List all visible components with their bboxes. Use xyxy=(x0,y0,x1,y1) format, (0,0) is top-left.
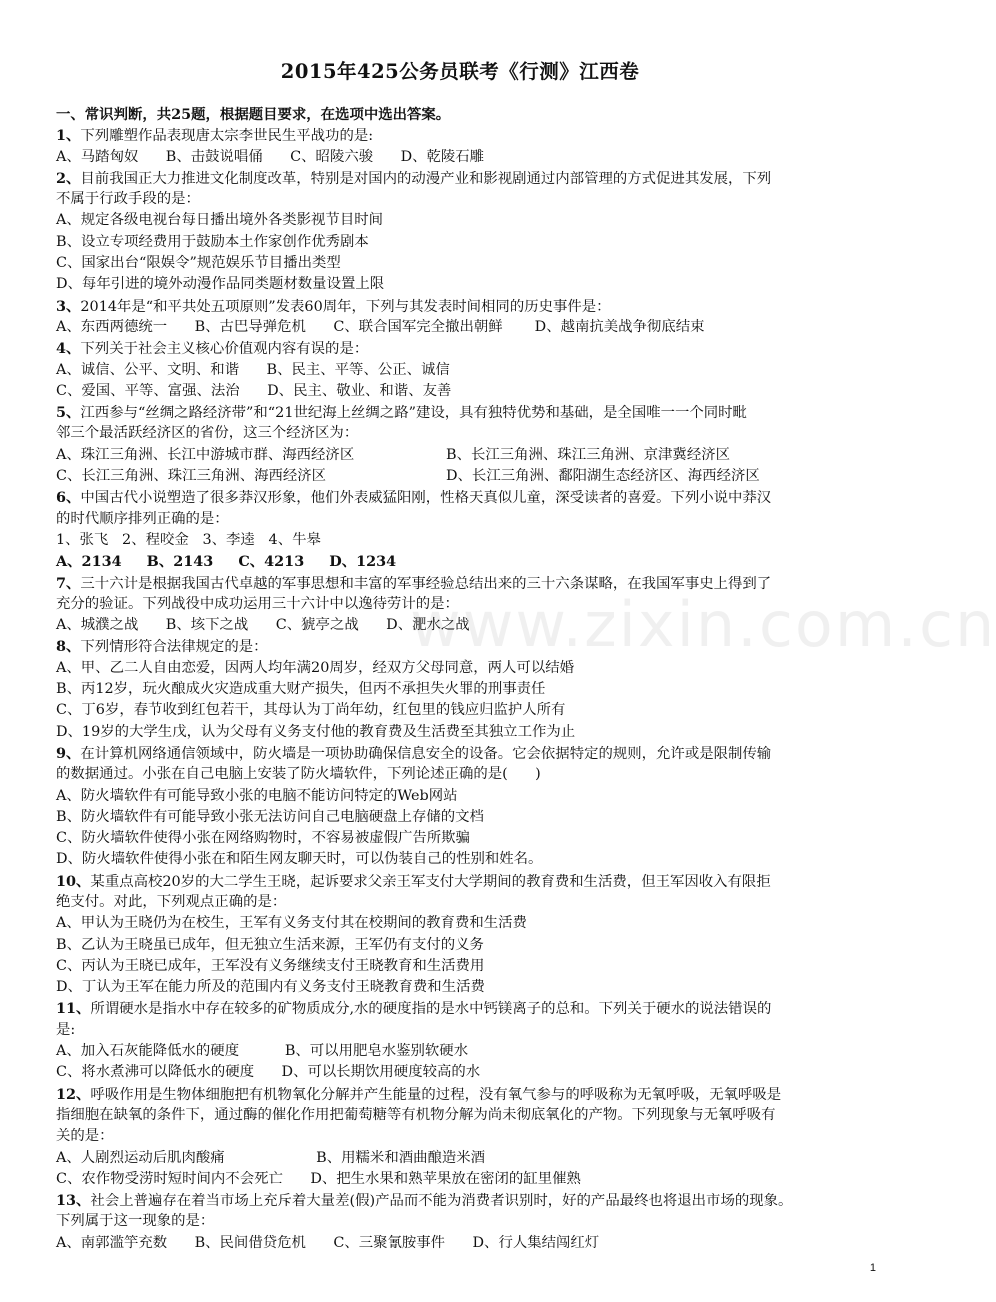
question-number: 1、 xyxy=(56,127,81,145)
option-a: A、甲、乙二人自由恋爱，因两人均年满20周岁，经双方父母同意，两人可以结婚 xyxy=(56,659,574,676)
question-stem-continued: 关的是： xyxy=(56,1128,114,1145)
question-number: 9、 xyxy=(56,744,81,762)
option-a: A、甲认为王晓仍为在校生，王军有义务支付其在校期间的教育费和生活费 xyxy=(56,915,527,932)
question-number: 4、 xyxy=(56,340,81,358)
question-stem: 某重点高校20岁的大二学生王晓，起诉要求父亲王军支付大学期间的教育费和生活费，但王军因收入有限拒 xyxy=(90,873,771,890)
question-5 xyxy=(56,402,868,423)
question-9 xyxy=(56,743,868,764)
question-stem: 下列情形符合法律规定的是： xyxy=(80,639,268,656)
options-line: C、农作物受涝时短时间内不会死亡 D、把生水果和熟苹果放在密闭的缸里催熟 xyxy=(56,1170,581,1187)
question-number: 10、 xyxy=(56,872,91,890)
question-stem: 下列关于社会主义核心价值观内容有误的是： xyxy=(80,341,369,358)
options-line: A、加入石灰能降低水的硬度 B、可以用肥皂水鉴别软硬水 xyxy=(56,1043,469,1060)
question-number: 7、 xyxy=(56,574,81,592)
question-stem: 江西参与“丝绸之路经济带”和“21世纪海上丝绸之路”建设，具有独特优势和基础，是全国唯一一个同时毗 xyxy=(80,405,747,422)
question-3 xyxy=(56,296,868,317)
options-line: C、将水煮沸可以降低水的硬度 D、可以长期饮用硬度较高的水 xyxy=(56,1064,481,1081)
option-a: A、规定各级电视台每日播出境外各类影视节目时间 xyxy=(56,212,383,229)
option-b: B、防火墙软件有可能导致小张无法访问自己电脑硬盘上存储的文档 xyxy=(56,808,484,825)
question-7 xyxy=(56,573,868,594)
question-stem: 中国古代小说塑造了很多莽汉形象，他们外表威猛阳刚，性格天真似儿童，深受读者的喜爱。下列小说中莽汉 xyxy=(80,490,772,507)
section-heading: 一、常识判断，共25题，根据题目要求，在选项中选出答案。 xyxy=(56,106,451,123)
question-number: 2、 xyxy=(56,169,81,187)
question-stem-continued: 指细胞在缺氧的条件下，通过酶的催化作用把葡萄糖等有机物分解为尚未彻底氧化的产物。下列现象与无氧呼吸有 xyxy=(56,1106,776,1123)
option-b: B、长江三角洲、珠江三角洲、京津冀经济区 xyxy=(446,446,730,463)
option-b: B、乙认为王晓虽已成年，但无独立生活来源，王军仍有支付的义务 xyxy=(56,936,484,953)
options-row xyxy=(56,466,868,487)
options-line: A、2134 B、2143 C、4213 D、1234 xyxy=(56,553,397,571)
question-stem: 三十六计是根据我国古代卓越的军事思想和丰富的军事经验总结出来的三十六条谋略，在我国军事史上得到了 xyxy=(80,575,772,592)
question-stem: 在计算机网络通信领域中，防火墙是一项协助确保信息安全的设备。它会依据特定的规则，允许或是限制传输 xyxy=(80,745,772,762)
options-line: A、诚信、公平、文明、和谐 B、民主、平等、公正、诚信 xyxy=(56,361,450,378)
question-stem: 社会上普遍存在着当市场上充斥着大量差(假)产品而不能为消费者识别时，好的产品最终也将退出市场的现象。 xyxy=(90,1193,793,1210)
question-12 xyxy=(56,1084,868,1105)
question-stem: 2014年是“和平共处五项原则”发表60周年，下列与其发表时间相同的历史事件是： xyxy=(80,298,611,315)
question-8 xyxy=(56,636,868,657)
option-a: A、防火墙软件有可能导致小张的电脑不能访问特定的Web网站 xyxy=(56,787,458,804)
options-line: A、东西两德统一 B、古巴导弹危机 C、联合国军完全撤出朝鲜 D、越南抗美战争彻底结束 xyxy=(56,318,705,335)
option-b: B、设立专项经费用于鼓励本土作家创作优秀剧本 xyxy=(56,233,369,250)
document-title: 2015年425公务员联考《行测》江西卷 xyxy=(280,60,640,83)
option-d: D、丁认为王军在能力所及的范围内有义务支付王晓教育费和生活费 xyxy=(56,979,485,996)
option-c: C、防火墙软件使得小张在网络购物时，不容易被虚假广告所欺骗 xyxy=(56,830,470,847)
option-d: D、长江三角洲、鄱阳湖生态经济区、海西经济区 xyxy=(446,468,760,485)
question-1 xyxy=(56,125,868,146)
question-stem-continued: 的时代顺序排列正确的是： xyxy=(56,510,229,527)
option-c: C、长江三角洲、珠江三角洲、海西经济区 xyxy=(56,468,327,485)
option-c: C、丁6岁，春节收到红包若干，其母认为丁尚年幼，红包里的钱应归监护人所有 xyxy=(56,702,566,719)
question-number: 8、 xyxy=(56,638,81,656)
question-stem-continued: 绝支付。对此，下列观点正确的是： xyxy=(56,893,287,910)
options-row xyxy=(56,445,868,466)
question-stem-continued: 不属于行政手段的是： xyxy=(56,191,200,208)
question-6 xyxy=(56,487,868,508)
question-4 xyxy=(56,338,868,359)
option-d: D、防火墙软件使得小张在和陌生网友聊天时，可以伪装自己的性别和姓名。 xyxy=(56,851,543,868)
option-d: D、每年引进的境外动漫作品同类题材数量设置上限 xyxy=(56,276,385,293)
options-line: A、马踏匈奴 B、击鼓说唱俑 C、昭陵六骏 D、乾陵石雕 xyxy=(56,148,485,165)
items-line: 1、张飞 2、程咬金 3、李逵 4、牛皋 xyxy=(56,531,321,548)
watermark: www.zixin.com.cn xyxy=(410,588,996,661)
options-line: C、爱国、平等、富强、法治 D、民主、敬业、和谐、友善 xyxy=(56,382,452,399)
option-c: C、丙认为王晓已成年，王军没有义务继续支付王晓教育和生活费用 xyxy=(56,957,485,974)
question-number: 6、 xyxy=(56,489,81,507)
question-11 xyxy=(56,998,868,1019)
question-stem-continued: 是: xyxy=(56,1021,76,1038)
options-line: A、人剧烈运动后肌肉酸痛 B、用糯米和酒曲酿造米酒 xyxy=(56,1149,486,1166)
question-number: 5、 xyxy=(56,404,81,422)
question-stem-continued: 邻三个最活跃经济区的省份，这三个经济区为： xyxy=(56,425,359,442)
question-number: 11、 xyxy=(56,1000,91,1018)
question-13 xyxy=(56,1190,868,1211)
option-b: B、丙12岁，玩火酿成火灾造成重大财产损失，但丙不承担失火罪的刑事责任 xyxy=(56,681,546,698)
question-stem: 目前我国正大力推进文化制度改革，特别是对国内的动漫产业和影视剧通过内部管理的方式促进其发展，下列 xyxy=(80,170,772,187)
question-stem: 呼吸作用是生物体细胞把有机物氧化分解并产生能量的过程，没有氧气参与的呼吸称为无氧呼吸，无氧呼吸是 xyxy=(90,1086,782,1103)
question-2 xyxy=(56,168,868,189)
option-d: D、19岁的大学生戊，认为父母有义务支付他的教育费及生活费至其独立工作为止 xyxy=(56,723,576,740)
question-stem: 下列雕塑作品表现唐太宗李世民生平战功的是: xyxy=(80,128,374,145)
options-line: A、城濮之战 B、垓下之战 C、猇亭之战 D、淝水之战 xyxy=(56,617,470,634)
question-list xyxy=(56,104,868,1254)
question-number: 12、 xyxy=(56,1085,91,1103)
option-c: C、国家出台“限娱令”规范娱乐节目播出类型 xyxy=(56,255,341,272)
question-10 xyxy=(56,871,868,892)
question-stem-continued: 下列属于这一现象的是： xyxy=(56,1213,215,1230)
question-stem-continued: 的数据通过。小张在自己电脑上安装了防火墙软件，下列论述正确的是( ) xyxy=(56,766,541,783)
question-stem-continued: 充分的验证。下列战役中成功运用三十六计中以逸待劳计的是： xyxy=(56,595,459,612)
options-line: A、南郭滥竽充数 B、民间借贷危机 C、三聚氰胺事件 D、行人集结闯红灯 xyxy=(56,1234,600,1251)
question-stem: 所谓硬水是指水中存在较多的矿物质成分,水的硬度指的是水中钙镁离子的总和。下列关于硬水的说法错误的 xyxy=(90,1001,772,1018)
question-number: 3、 xyxy=(56,297,81,315)
page-number: 1 xyxy=(869,1262,876,1274)
question-number: 13、 xyxy=(56,1192,91,1210)
option-a: A、珠江三角洲、长江中游城市群、海西经济区 xyxy=(56,446,355,463)
